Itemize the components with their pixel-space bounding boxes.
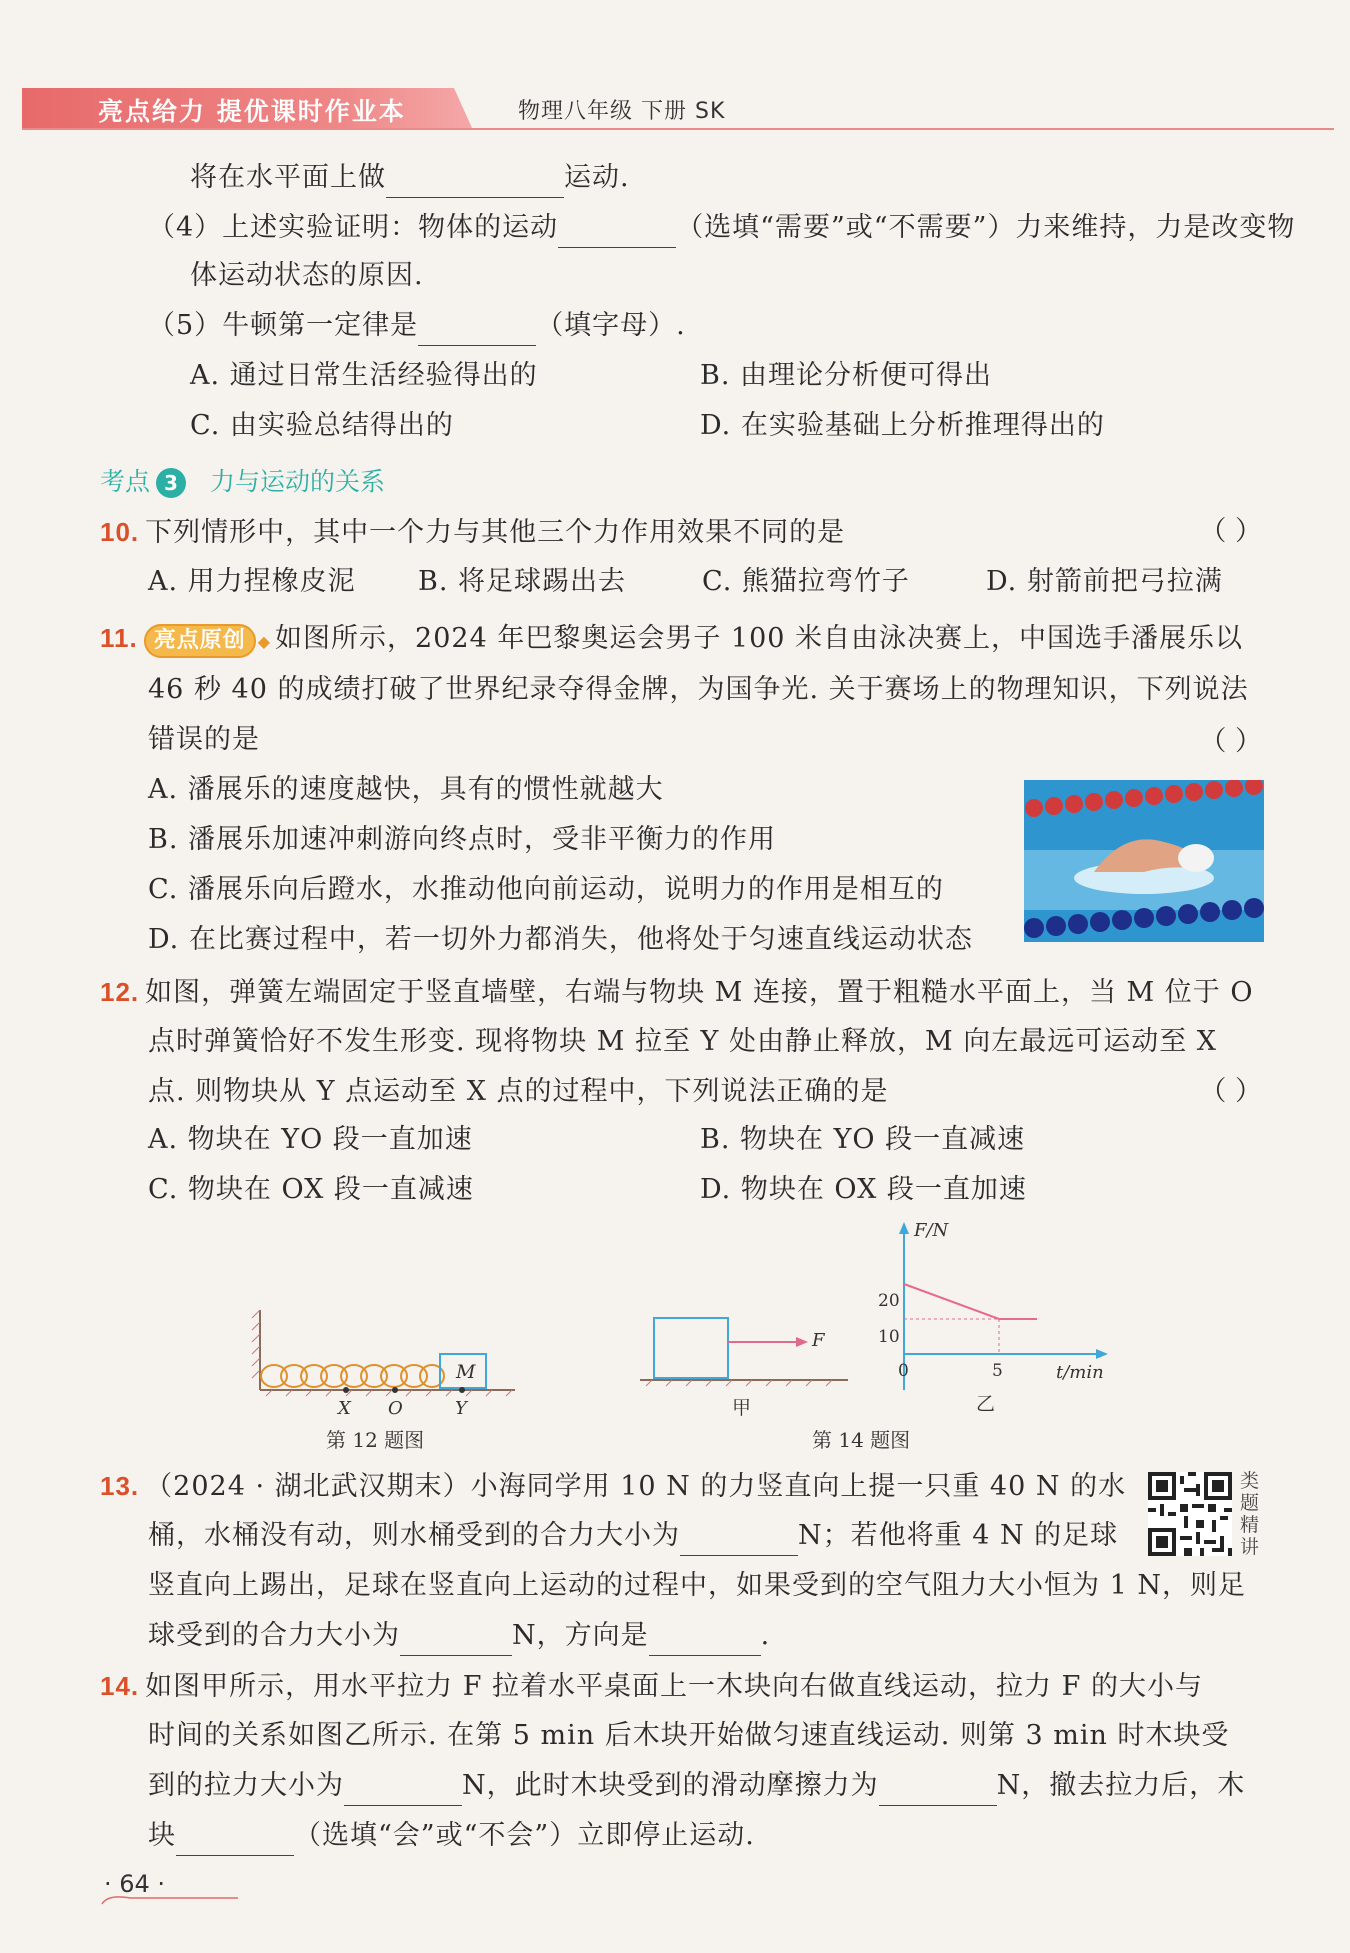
q11-option-c: C. 潘展乐向后蹬水，水推动他向前运动，说明力的作用是相互的 xyxy=(148,874,944,905)
tick-0: 0 xyxy=(898,1361,909,1381)
question-number: 14. xyxy=(100,1671,140,1701)
y-axis-arrow-icon xyxy=(899,1222,909,1234)
label-x: X xyxy=(338,1398,351,1419)
q11-option-d: D. 在比赛过程中，若一切外力都消失，他将处于匀速直线运动状态 xyxy=(148,924,973,955)
chart-guides xyxy=(904,1319,999,1354)
q14-line-2: 时间的关系如图乙所示. 在第 5 min 后木块开始做匀速直线运动. 则第 3 min 时木块受 xyxy=(148,1720,1230,1751)
badge-pointer-icon: ◆ xyxy=(257,632,272,651)
qr-code-icon[interactable] xyxy=(1148,1472,1232,1556)
q14-line-3: 到的拉力大小为 N，此时木块受到的滑动摩擦力为 N，撤去拉力后，木 xyxy=(148,1766,1245,1806)
q10-option-c: C. 熊猫拉弯竹子 xyxy=(702,566,910,597)
point-y xyxy=(459,1387,465,1393)
q9-line-1: 将在水平面上做 运动. xyxy=(190,158,630,198)
page-number: · 64 · xyxy=(104,1870,166,1898)
q12-option-d: D. 物块在 OX 段一直加速 xyxy=(700,1174,1027,1205)
q10-stem: 10. 下列情形中，其中一个力与其他三个力作用效果不同的是 xyxy=(100,517,846,548)
section-title: 力与运动的关系 xyxy=(210,467,386,496)
q11-stem-line-3: 错误的是 xyxy=(148,724,260,755)
label-o: O xyxy=(388,1398,403,1419)
wood-block xyxy=(654,1318,728,1378)
header-subtitle: 物理八年级 下册 SK xyxy=(518,99,726,124)
q11-answer-paren[interactable]: （ ） xyxy=(1199,726,1262,757)
answer-blank[interactable] xyxy=(344,1775,462,1806)
tick-5: 5 xyxy=(992,1361,1003,1381)
point-x xyxy=(343,1387,349,1393)
force-label: F xyxy=(812,1330,825,1351)
yi-label: 乙 xyxy=(976,1393,996,1415)
answer-blank[interactable] xyxy=(879,1775,997,1806)
swimmer-illustration xyxy=(1024,780,1264,942)
jia-label: 甲 xyxy=(732,1397,752,1418)
figure-12-spring-diagram xyxy=(250,1300,530,1420)
figure-12-caption: 第 12 题图 xyxy=(326,1428,425,1452)
x-axis-label: t/min xyxy=(1056,1362,1104,1383)
answer-blank[interactable] xyxy=(176,1825,294,1856)
label-y: Y xyxy=(455,1398,467,1419)
y-axis-label: F/N xyxy=(914,1220,949,1241)
answer-blank[interactable] xyxy=(400,1625,512,1656)
q9-option-b: B. 由理论分析便可得出 xyxy=(700,360,993,391)
q13-line-2: 桶，水桶没有动，则水桶受到的合力大小为 N；若他将重 4 N 的足球 xyxy=(148,1516,1118,1556)
q9-option-c: C. 由实验总结得出的 xyxy=(190,410,454,441)
question-number: 11. xyxy=(100,623,138,653)
figure-14-caption: 第 14 题图 xyxy=(812,1428,911,1452)
wall-hatching xyxy=(252,1310,260,1378)
section-heading: 考点 3 力与运动的关系 xyxy=(100,467,386,496)
header-title: 亮点给力 提优课时作业本 xyxy=(98,97,406,126)
q12-option-b: B. 物块在 YO 段一直减速 xyxy=(700,1124,1026,1155)
figure-14-jia-diagram xyxy=(636,1308,856,1418)
section-number: 3 xyxy=(156,468,186,498)
tick-20: 20 xyxy=(878,1291,900,1311)
swimmer-photo xyxy=(1024,780,1264,942)
q13-line-1: 13. （2024 · 湖北武汉期末）小海同学用 10 N 的力竖直向上提一只重 40 N 的水 xyxy=(100,1471,1127,1502)
arrow-head-icon xyxy=(796,1337,808,1347)
force-time-line xyxy=(904,1284,1037,1319)
q9-option-a: A. 通过日常生活经验得出的 xyxy=(190,360,538,391)
tick-10: 10 xyxy=(878,1327,900,1347)
chart-series xyxy=(904,1284,1037,1319)
point-o xyxy=(392,1387,398,1393)
q12-stem-line-1: 12. 如图，弹簧左端固定于竖直墙壁，右端与物块 M 连接，置于粗糙水平面上，当 M 位于 O xyxy=(100,977,1254,1008)
figure-14-yi-chart xyxy=(870,1218,1110,1418)
q14-line-4: 块 （选填“会”或“不会”）立即停止运动. xyxy=(148,1816,755,1856)
q13-line-3: 竖直向上踢出，足球在竖直向上运动的过程中，如果受到的空气阻力大小恒为 1 N，则足 xyxy=(148,1570,1246,1601)
q10-option-d: D. 射箭前把弓拉满 xyxy=(986,566,1223,597)
original-badge: 亮点原创 xyxy=(144,624,256,658)
header-divider xyxy=(22,128,1334,130)
q10-answer-paren[interactable]: （ ） xyxy=(1199,516,1262,547)
question-number: 12. xyxy=(100,977,140,1007)
q10-option-a: A. 用力捏橡皮泥 xyxy=(148,566,356,597)
q13-line-4: 球受到的合力大小为 N，方向是 . xyxy=(148,1616,770,1656)
q11-option-a: A. 潘展乐的速度越快，具有的惯性就越大 xyxy=(148,774,664,805)
x-axis-arrow-icon xyxy=(1096,1349,1108,1359)
q11-stem-line-2: 46 秒 40 的成绩打破了世界纪录夺得金牌，为国争光. 关于赛场上的物理知识，下列说法 xyxy=(148,674,1249,705)
question-number: 13. xyxy=(100,1471,140,1501)
q9-option-d: D. 在实验基础上分析推理得出的 xyxy=(700,410,1105,441)
question-number: 10. xyxy=(100,517,140,547)
answer-blank[interactable] xyxy=(649,1625,761,1656)
q11-option-b: B. 潘展乐加速冲刺游向终点时，受非平衡力的作用 xyxy=(148,824,777,855)
spring xyxy=(261,1365,444,1387)
q9-part5: （5）牛顿第一定律是 （填字母）. xyxy=(148,306,686,346)
q12-stem-line-2: 点时弹簧恰好不发生形变. 现将物块 M 拉至 Y 处由静止释放，M 向左最远可运动至 X xyxy=(148,1026,1217,1057)
answer-blank[interactable] xyxy=(418,315,536,346)
q9-part4-line-2: 体运动状态的原因. xyxy=(190,260,424,291)
q12-answer-paren[interactable]: （ ） xyxy=(1199,1076,1262,1107)
q10-option-b: B. 将足球踢出去 xyxy=(418,566,627,597)
answer-blank[interactable] xyxy=(680,1525,798,1556)
q12-option-c: C. 物块在 OX 段一直减速 xyxy=(148,1174,474,1205)
block-m-label: M xyxy=(456,1361,476,1383)
q11-stem-line-1: 11. 亮点原创 ◆ 如图所示，2024 年巴黎奥运会男子 100 米自由泳决赛上，中国选手潘展乐以 xyxy=(100,618,1243,662)
answer-blank[interactable] xyxy=(386,167,564,198)
q12-stem-line-3: 点. 则物块从 Y 点运动至 X 点的过程中，下列说法正确的是 xyxy=(148,1076,889,1107)
q9-part4-line-1: （4）上述实验证明：物体的运动 （选填“需要”或“不需要”）力来维持，力是改变物 xyxy=(148,208,1295,248)
q14-line-1: 14. 如图甲所示，用水平拉力 F 拉着水平桌面上一木块向右做直线运动，拉力 F 的大小与 xyxy=(100,1671,1203,1702)
q12-option-a: A. 物块在 YO 段一直加速 xyxy=(148,1124,473,1155)
qr-caption: 类题精讲 xyxy=(1240,1470,1260,1558)
answer-blank[interactable] xyxy=(558,217,676,248)
